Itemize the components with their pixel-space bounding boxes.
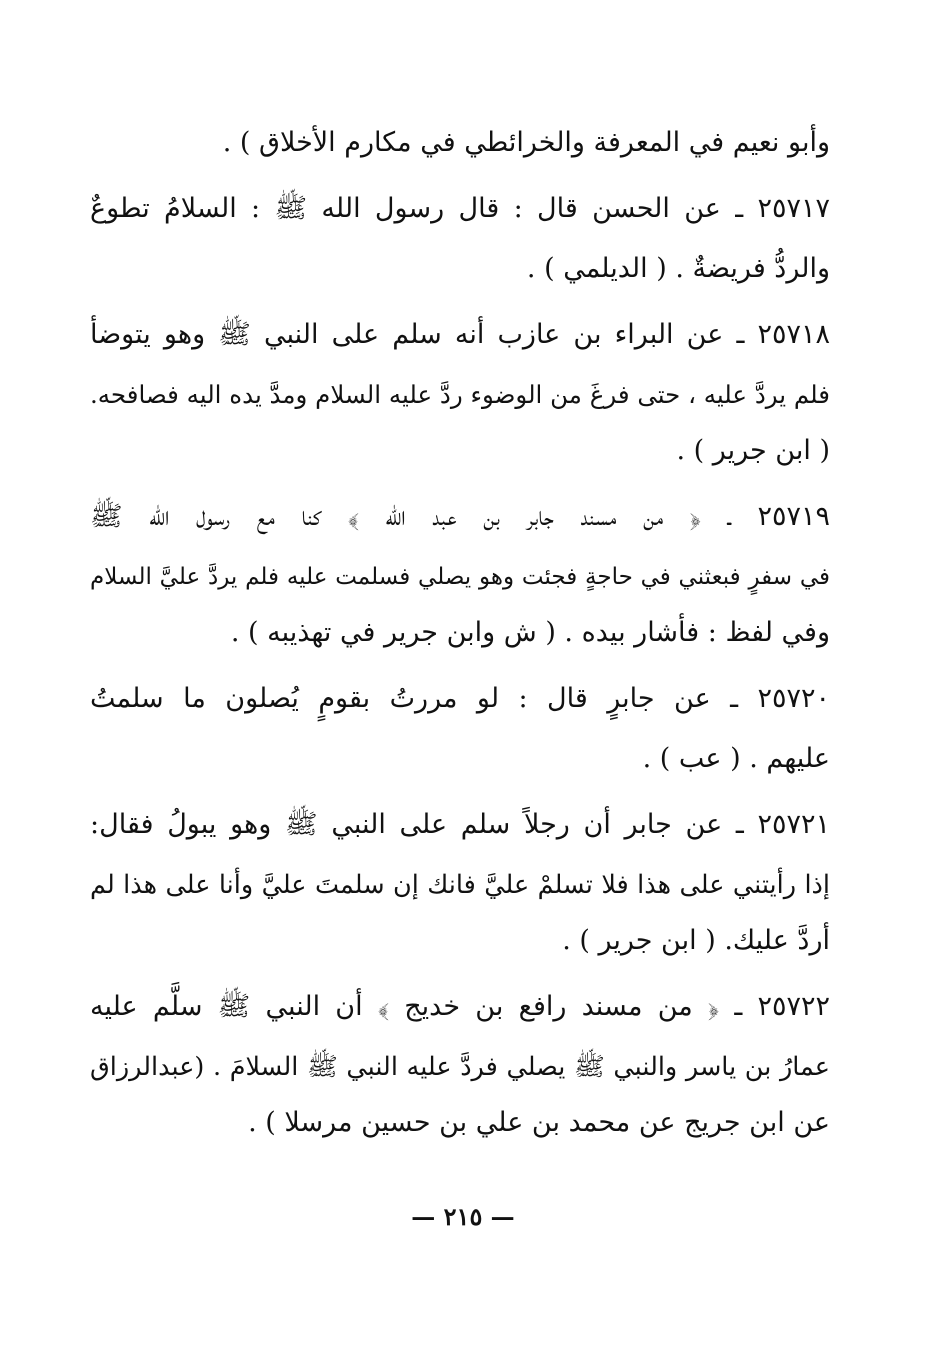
hadith-25720-line-1: ٢٥٧٢٠ ـ عن جابرٍ قال : لو مررتُ بقومٍ يُصلون ما سلمتُ xyxy=(90,683,830,714)
page-number: — ٢١٥ — xyxy=(411,1202,515,1231)
hadith-25717-line-1: ٢٥٧١٧ ـ عن الحسن قال : قال رسول الله ﷺ : السلامُ تطوعٌ xyxy=(90,193,830,224)
hadith-25720-line-2: عليهم . ( عب ) . xyxy=(642,743,830,774)
hadith-25718-line-3: ( ابن جرير ) . xyxy=(676,435,830,466)
hadith-25719-line-1: ٢٥٧١٩ ـ ﴿ من مسند جابر بن عبد الله ﴾ كنا مع رسول الله ﷺ xyxy=(90,501,830,532)
hadith-25722-line-2: عمارُ بن ياسر والنبي ﷺ يصلي فردَّ عليه النبي ﷺ السلامَ . (عبدالرزاق xyxy=(90,1052,830,1082)
hadith-25721-line-3: أردَّ عليك. ( ابن جرير ) . xyxy=(562,925,830,956)
hadith-25721-line-1: ٢٥٧٢١ ـ عن جابر أن رجلاً سلم على النبي ﷺ وهو يبولُ فقال: xyxy=(90,809,830,840)
text-line-1: وأبو نعيم في المعرفة والخرائطي في مكارم الأخلاق ) . xyxy=(222,127,830,158)
hadith-25718-line-2: فلم يردَّ عليه ، حتى فرغَ من الوضوء ردَّ عليه السلام ومدَّ يده اليه فصافحه. xyxy=(90,380,830,409)
hadith-25719-line-3: وفي لفظ : فأشار بيده . ( ش وابن جرير في تهذيبه ) . xyxy=(230,617,830,648)
hadith-25721-line-2: إذا رأيتني على هذا فلا تسلمْ عليَّ فانك إن سلمتَ عليَّ وأنا على هذا لم xyxy=(90,870,830,900)
hadith-25718-line-1: ٢٥٧١٨ ـ عن البراء بن عازب أنه سلم على النبي ﷺ وهو يتوضأ xyxy=(90,319,830,350)
hadith-25722-line-3: عن ابن جريج عن محمد بن علي بن حسين مرسلا ) . xyxy=(248,1107,830,1138)
page-text-block xyxy=(90,128,830,1168)
hadith-25719-line-2: في سفرٍ فبعثني في حاجةٍ فجئت وهو يصلي فسلمت عليه فلم يردَّ عليَّ السلام xyxy=(90,564,830,590)
hadith-25722-line-1: ٢٥٧٢٢ ـ ﴿ من مسند رافع بن خديج ﴾ أن النبي ﷺ سلَّم عليه xyxy=(90,991,830,1022)
hadith-25717-line-2: والردُّ فريضةٌ . ( الديلمي ) . xyxy=(526,253,830,284)
